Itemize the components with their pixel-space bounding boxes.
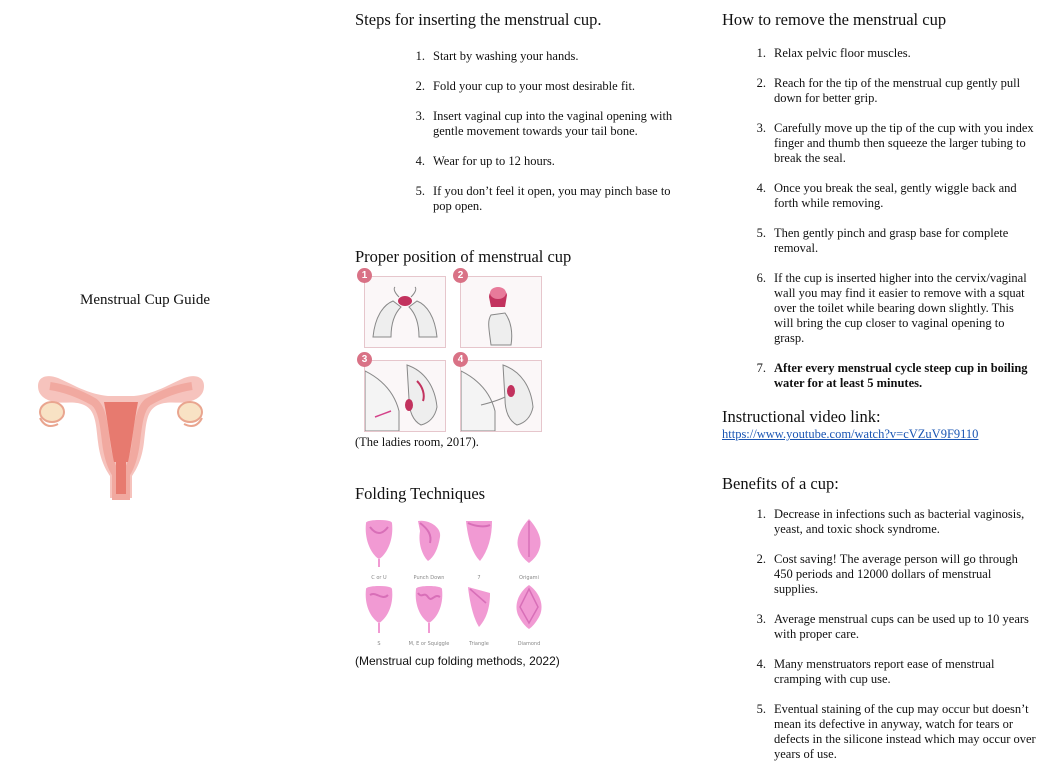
folding-diagram	[357, 517, 557, 649]
steps-list	[415, 49, 673, 229]
position-diagram	[357, 268, 547, 433]
list-item: 6 . If the cup is inserted higher into the cervix/vaginal wall you may find it easier to remove with a squat over the toilet while bearing down slightly. This will bring the cup closer to vaginal opening to grasp.	[774, 271, 1036, 346]
fold-7: 7	[457, 517, 501, 581]
position-caption: (The ladies room, 2017).	[355, 435, 479, 449]
remove-list	[756, 46, 1036, 406]
list-item: 1 . Relax pelvic floor muscles.	[774, 46, 1036, 61]
list-item: 5 . Then gently pinch and grasp base for complete removal.	[774, 226, 1036, 256]
video-link[interactable]: https://www.youtube.com/watch?v=cVZuV9F9110	[722, 427, 979, 441]
video-label: Instructional video link:	[722, 407, 881, 426]
list-item: 2 . Reach for the tip of the menstrual cup gently pull down for better grip.	[774, 76, 1036, 106]
list-item: 2 . Fold your cup to your most desirable fit.	[433, 79, 673, 94]
list-item: 4 . Wear for up to 12 hours.	[433, 154, 673, 169]
step-badge: 3	[357, 352, 372, 367]
fold-diamond: Diamond	[507, 583, 551, 647]
list-item: 5 . If you don’t feel it open, you may pinch base to pop open.	[433, 184, 673, 214]
list-item: 3 . Carefully move up the tip of the cup with you index finger and thumb then squeeze the larger tubing to break the seal.	[774, 121, 1036, 166]
step-badge: 2	[453, 268, 468, 283]
fold-s: S	[357, 583, 401, 647]
cover-title: Menstrual Cup Guide	[80, 292, 210, 308]
step-badge: 1	[357, 268, 372, 283]
list-item: 1 . Decrease in infections such as bacterial vaginosis, yeast, and toxic shock syndrome.	[774, 507, 1036, 537]
list-item: 1 . Start by washing your hands.	[433, 49, 673, 64]
fold-c-or-u: C or U	[357, 517, 401, 581]
benefits-heading: Benefits of a cup:	[722, 474, 839, 493]
removal-panel	[710, 0, 1060, 770]
list-item: 3 . Insert vaginal cup into the vaginal opening with gentle movement towards your tail bone.	[433, 109, 673, 139]
folding-heading: Folding Techniques	[355, 484, 486, 503]
list-item: 4 . Many menstruators report ease of menstrual cramping with cup use.	[774, 657, 1036, 687]
steps-heading: Steps for inserting the menstrual cup.	[355, 10, 602, 29]
benefits-list	[756, 507, 1036, 777]
position-image-1	[364, 276, 446, 348]
list-item: 7 . After every menstrual cycle steep cup in boiling water for at least 5 minutes.	[774, 361, 1036, 391]
list-item: 4 . Once you break the seal, gently wiggle back and forth while removing.	[774, 181, 1036, 211]
fold-triangle: Triangle	[457, 583, 501, 647]
position-image-4	[460, 360, 542, 432]
position-heading: Proper position of menstrual cup	[355, 247, 572, 266]
step-badge: 4	[453, 352, 468, 367]
position-image-2	[460, 276, 542, 348]
list-item: 3 . Average menstrual cups can be used up to 10 years with proper care.	[774, 612, 1036, 642]
folding-caption: (Menstrual cup folding methods, 2022)	[355, 654, 560, 668]
cover-panel	[0, 0, 330, 770]
uterus-icon	[28, 372, 214, 502]
fold-origami: Origami	[507, 517, 551, 581]
list-item: 2 . Cost saving! The average person will go through 450 periods and 12000 dollars of menstrual supplies.	[774, 552, 1036, 597]
list-item: 5 . Eventual staining of the cup may occur but doesn’t mean its defective in anyway, watch for tears or defects in the silicone instead which may occur over years of use.	[774, 702, 1036, 762]
insertion-panel	[340, 0, 690, 770]
fold-m-e-squiggle: M, E or Squiggle	[407, 583, 451, 647]
position-image-3	[364, 360, 446, 432]
remove-heading: How to remove the menstrual cup	[722, 10, 947, 29]
fold-punch-down: Punch Down	[407, 517, 451, 581]
